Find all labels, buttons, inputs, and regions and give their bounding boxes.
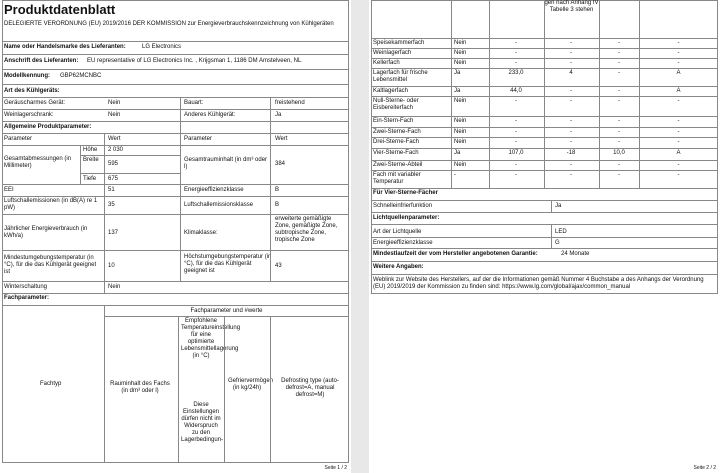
height-label: Höhe [83,147,98,153]
general-label: Allgemeine Produktparameter: [4,124,92,130]
light-type-value: LED [555,229,567,235]
row-cell-name: Zwei-Sterne-Fach [373,129,421,135]
row-cell-d: - [677,118,680,124]
row-cell-p: Ja [454,88,461,94]
row-cell-d: - [677,60,680,66]
light-class-label: Energieeffizienzklasse [373,240,433,246]
row-cell-v: - [515,40,517,46]
supplier-address: EU representative of LG Electronics Inc. , Krijgsman 1, 1186 DM Amstelveen, NL [87,58,302,64]
more-label: Weitere Angaben: [373,264,424,270]
row-cell-d: A [676,88,681,94]
row-cell-f: - [618,162,620,168]
climate-value: erweiterte gemäßigte Zone, gemäßigte Zone, subtropische Zone, tropische Zone [275,216,338,243]
row-cell-d: A [676,150,681,156]
height-value: 2 030 [108,147,124,153]
row-cell-p: Nein [454,50,467,56]
row-cell-d: - [677,162,680,168]
page-number: Seite 1 / 2 [324,465,347,471]
nclass-value: B [275,202,280,208]
wine-value: Nein [108,112,121,118]
row-cell-f: - [618,60,620,66]
volume-value: 384 [275,161,286,167]
row-cell-v: - [515,50,517,56]
row-cell-d: - [677,50,680,56]
wine-label: Weinlagerschrank: [4,112,54,118]
row-cell-name: Null-Sterne- oder Eisbereiterfach [373,98,419,111]
row-cell-name: Kaltlagerfach [373,88,409,94]
row-cell-f: - [618,50,620,56]
more-text-body: Weblink zur Website des Herstellers, auf der die Informationen gemäß Nummer 4 Buchstabe a des Anhangs der Verordnung (EU) 2019/2019 der Kommission zu finden sind: [373,277,704,290]
eclass-value: B [275,187,280,193]
row-cell-p: Nein [454,139,467,145]
winter-value: Nein [108,284,121,290]
more-text [373,277,715,291]
row-cell-p: Nein [454,162,467,168]
row-cell-p: Nein [454,129,467,135]
noise-label: Luftschallemissionen (in dB(A) re 1 pW) [4,198,98,211]
row-cell-r: 4 [569,70,573,76]
page-number: Seite 2 / 2 [693,465,716,471]
row-cell-v: - [515,172,517,178]
row-cell-r: -18 [566,150,576,156]
aec-label: Jährlicher Energieverbrauch (in kWh/a) [4,226,88,239]
row-cell-name: Weinlagerfach [373,50,412,56]
dims-label: Gesamtabmessungen (in Millimeter) [4,156,72,169]
comp-label: Fachparameter: [4,295,50,301]
row-cell-v: - [515,162,517,168]
page-1 [0,0,351,473]
row-cell-f: - [618,139,620,145]
row-cell-v: 107,0 [508,150,524,156]
maxtemp-value: 43 [275,263,282,269]
row-cell-v: - [515,129,517,135]
width-value: 595 [108,161,119,167]
row-divider [371,188,718,189]
fast-freeze-value: Ja [555,203,562,209]
row-cell-r: - [570,40,572,46]
climate-label: Klimaklasse: [184,230,218,236]
row-cell-r: - [570,50,572,56]
manual-link[interactable]: https://www.lg.com/global/ajax/common_manual [502,284,631,290]
row-cell-name: Fach mit variabler Temperatur [373,172,421,185]
fast-freeze-label: Schnelleinfrierfunktion [373,203,433,209]
row-cell-v: - [515,118,517,124]
other-label: Anderes Kühlgerät: [184,112,236,118]
comp-head-cont: gen nach Anhang IV Tabelle 3 stehen [544,0,599,13]
row-cell-r: - [570,60,572,66]
light-type-label: Art der Lichtquelle [373,229,422,235]
page-2 [369,0,720,473]
param-header: Parameter [4,136,33,142]
row-cell-r: - [570,129,572,135]
depth-value: 675 [108,176,119,182]
row-cell-f: - [618,118,620,124]
supplier-name: LG Electronics [142,44,182,50]
low-noise-label: Geräuscharmes Gerät: [4,100,66,106]
row-cell-name: Kellerfach [373,60,400,66]
value-header: Wert [108,136,121,142]
row-cell-f: 10,0 [613,150,625,156]
page-title: Produktdatenblatt [4,2,116,17]
row-cell-p: Ja [454,70,461,76]
col-freeze: Gefriervermögen (in kg/24h) [228,378,274,391]
other-value: Ja [275,112,282,118]
row-cell-p: Nein [454,98,467,104]
design-value: freistehend [275,100,305,106]
volume-label: Gesamtrauminhalt (in dm³ oder l) [184,157,268,170]
row-cell-f: - [618,70,620,76]
row-cell-v: - [515,60,517,66]
warranty-value: 24 Monate [561,251,590,257]
row-cell-d: A [676,70,681,76]
low-noise-value: Nein [108,100,121,106]
regulation-text: DELEGIERTE VERORDNUNG (EU) 2019/2016 DER KOMMISSION zur Energieverbrauchskennzeichnung von Kühlgeräten [4,21,334,27]
light-class-value: G [555,240,560,246]
supplier-address-label: Anschrift des Lieferanten: [4,58,79,64]
comp-head: Fachparameter und #werte [190,308,263,314]
row-cell-r: - [570,172,572,178]
row-cell-r: - [570,88,572,94]
mintemp-value: 10 [108,263,115,269]
winter-label: Winterschaltung [4,284,48,290]
row-cell-f: - [618,40,620,46]
eei-value: 51 [108,187,115,193]
four-star-label: Für Vier-Sterne-Fächer [373,190,438,196]
row-cell-p: - [454,172,456,178]
row-cell-d: - [677,129,680,135]
row-cell-f: - [618,172,620,178]
aec-value: 137 [108,230,119,236]
col-defrost: Defrosting type (auto-defrost=A, manual defrost=M) [281,378,339,398]
row-cell-p: Nein [454,60,467,66]
row-cell-p: Nein [454,118,467,124]
col-volume: Rauminhalt des Fachs (in dm³ oder l) [110,381,170,394]
row-cell-f: - [618,88,620,94]
page-gap [351,0,369,473]
col-recommended: Empfohlene Temperatureinstellung für eine optimierte Lebensmittellagerung (in °C) [181,318,241,359]
design-label: Bauart: [184,100,204,106]
row-cell-name: Ein-Stern-Fach [373,118,414,124]
mintemp-label: Mindestumgebungstemperatur (in °C), für die das Kühlgerät geeignet ist [4,255,97,275]
row-cell-name: Zwei-Sterne-Abteil [373,162,423,168]
depth-label: Tiefe [83,176,97,182]
row-cell-r: - [570,162,572,168]
row-cell-name: Drei-Sterne-Fach [373,139,420,145]
row-cell-p: Nein [454,40,467,46]
row-cell-v: 44,0 [510,88,522,94]
nclass-label: Luftschallemissionsklasse [184,202,254,208]
col-type: Fachtyp [40,381,62,387]
col-recommended-note: Diese Einstellungen dürfen nicht im Widerspruch zu den Lagerbedingun- [181,402,224,443]
row-cell-name: Lagerfach für frische Lebensmittel [373,70,428,83]
supplier-name-label: Name oder Handelsmarke des Lieferanten: [4,44,126,50]
light-label: Lichtquellenparameter: [373,215,440,221]
row-cell-v: 233,0 [508,70,524,76]
param-header-2: Parameter [184,136,213,142]
row-cell-r: - [570,139,572,145]
eei-label: EEI [4,187,14,193]
row-cell-f: - [618,129,620,135]
eclass-label: Energieeffizienzklasse [184,187,244,193]
maxtemp-label: Höchstumgebungstemperatur (in °C), für die das Kühlgerät geeignet ist [184,254,272,274]
row-cell-p: Ja [454,150,461,156]
row-cell-d: - [677,98,680,104]
value-header-2: Wert [275,136,288,142]
width-label: Breite [83,157,99,163]
row-cell-v: - [515,98,517,104]
row-cell-d: - [677,139,680,145]
model-id: GBP62MCNBC [60,73,102,79]
row-cell-d: - [677,40,680,46]
row-cell-v: - [515,139,517,145]
row-cell-name: Speisekammerfach [373,40,425,46]
model-label: Modellkennung: [4,73,50,79]
row-cell-r: - [570,98,572,104]
warranty-label: Mindestlaufzeit der vom Hersteller angebotenen Garantie: [373,251,538,257]
row-cell-r: - [570,118,572,124]
type-label: Art des Kühlgeräts: [4,88,60,94]
noise-value: 35 [108,202,115,208]
row-cell-name: Vier-Sterne-Fach [373,150,419,156]
row-cell-d: - [677,172,680,178]
row-cell-f: - [618,98,620,104]
